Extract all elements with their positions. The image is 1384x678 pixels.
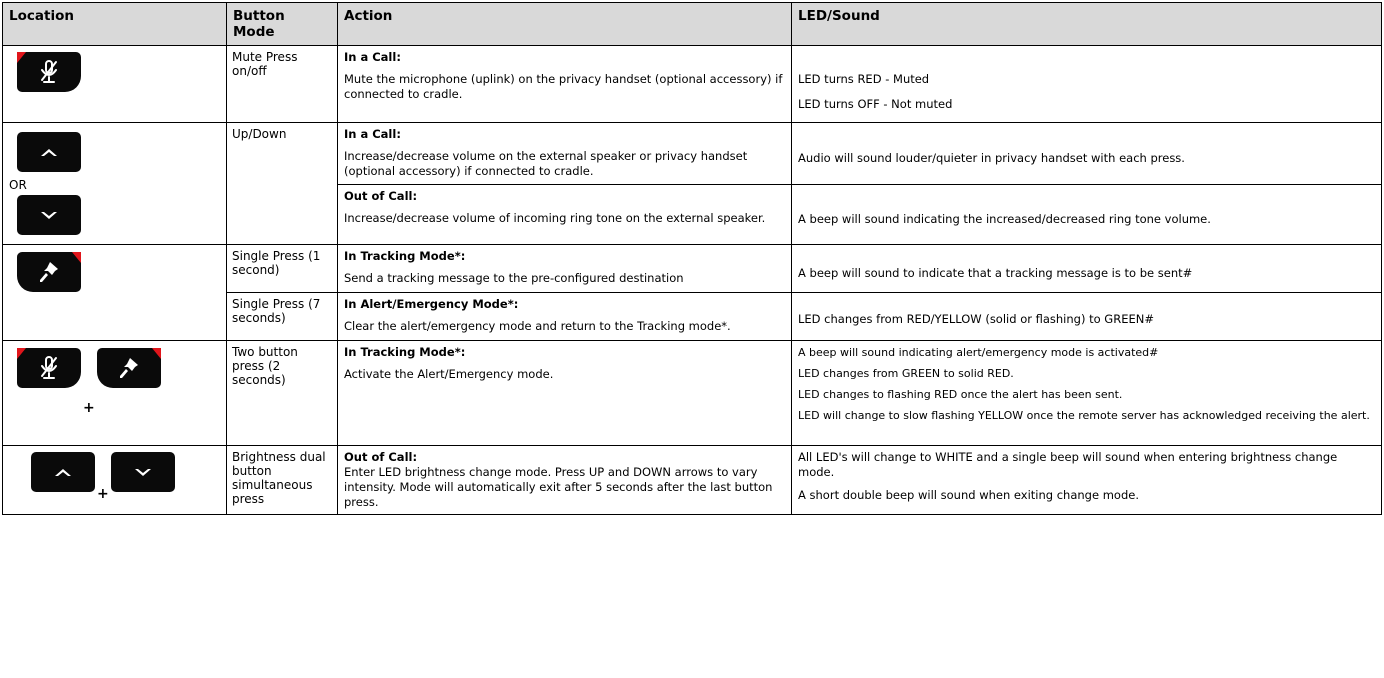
led-two-button-line-1: A beep will sound indicating alert/emergency mode is activated# [798, 346, 1159, 359]
mode-pin-single-7s: Single Press (7 seconds) [227, 293, 338, 341]
down-button-image [17, 195, 81, 235]
pin-button-image [17, 252, 81, 292]
button-function-table [2, 2, 1382, 515]
mic-mute-icon [17, 52, 81, 92]
action-updown-in-call [338, 123, 792, 185]
led-two-button-line-2: LED changes from GREEN to solid RED. [798, 367, 1014, 380]
action-mute-text: Mute the microphone (uplink) on the privacy handset (optional accessory) if connected to cradle. [344, 72, 783, 101]
mic-mute-icon [17, 348, 81, 388]
action-two-button-text: Activate the Alert/Emergency mode. [344, 367, 554, 381]
led-two-button-line-4: LED will change to slow flashing YELLOW once the remote server has acknowledged receiving the alert. [798, 409, 1370, 422]
header-row [3, 3, 1382, 46]
pushpin-icon [97, 348, 161, 388]
led-mute-line-2: LED turns OFF - Not muted [798, 97, 953, 111]
led-two-button [792, 341, 1382, 446]
led-two-button-line-3: LED changes to flashing RED once the alert has been sent. [798, 388, 1123, 401]
mode-two-button: Two button press (2 seconds) [227, 341, 338, 446]
led-brightness-line-2: A short double beep will sound when exiting change mode. [798, 488, 1139, 502]
action-two-button-title: In Tracking Mode*: [344, 345, 466, 359]
row-two-button [3, 341, 1382, 446]
row-brightness [3, 446, 1382, 515]
header-button-mode: Button Mode [227, 3, 338, 46]
up-button-image [17, 132, 81, 172]
action-updown-in-call-title: In a Call: [344, 127, 401, 141]
action-updown-out-call [338, 185, 792, 245]
led-pin-alert: LED changes from RED/YELLOW (solid or flashing) to GREEN# [792, 293, 1382, 341]
plus-sign: + [97, 486, 109, 502]
action-brightness-title: Out of Call: [344, 450, 418, 464]
action-pin-alert-text: Clear the alert/emergency mode and return to the Tracking mode*. [344, 319, 731, 333]
mute-button-image-combo [17, 348, 81, 388]
led-brightness-line-1: All LED's will change to WHITE and a single beep will sound when entering brightness change mode. [798, 450, 1338, 479]
action-pin-alert [338, 293, 792, 341]
down-button-image-combo [111, 452, 175, 492]
location-mute [3, 46, 227, 123]
led-updown-out-call: A beep will sound indicating the increased/decreased ring tone volume. [792, 185, 1382, 245]
action-pin-tracking-text: Send a tracking message to the pre-configured destination [344, 271, 684, 285]
action-two-button [338, 341, 792, 446]
action-pin-tracking-title: In Tracking Mode*: [344, 249, 466, 263]
mode-brightness: Brightness dual button simultaneous press [227, 446, 338, 515]
location-brightness [3, 446, 227, 515]
row-pin-tracking [3, 245, 1382, 293]
action-mute-title: In a Call: [344, 50, 401, 64]
action-pin-alert-title: In Alert/Emergency Mode*: [344, 297, 519, 311]
pin-button-image-combo [97, 348, 161, 388]
chevron-up-icon [31, 452, 95, 492]
led-mute-line-1: LED turns RED - Muted [798, 72, 930, 86]
location-updown [3, 123, 227, 245]
action-updown-out-call-text: Increase/decrease volume of incoming ring tone on the external speaker. [344, 211, 766, 225]
header-location: Location [3, 3, 227, 46]
header-led-sound: LED/Sound [792, 3, 1382, 46]
mute-button-image [17, 52, 81, 92]
chevron-up-icon [17, 132, 81, 172]
action-updown-out-call-title: Out of Call: [344, 189, 418, 203]
chevron-down-icon [17, 195, 81, 235]
action-updown-in-call-text: Increase/decrease volume on the external speaker or privacy handset (optional accessory) if connected to cradle. [344, 149, 748, 178]
or-label: OR [9, 178, 27, 192]
led-mute [792, 46, 1382, 123]
pushpin-icon [17, 252, 81, 292]
led-brightness [792, 446, 1382, 515]
row-updown-in-call [3, 123, 1382, 185]
action-mute [338, 46, 792, 123]
mode-pin-single-1s: Single Press (1 second) [227, 245, 338, 293]
location-two-button [3, 341, 227, 446]
action-brightness [338, 446, 792, 515]
led-updown-in-call: Audio will sound louder/quieter in privacy handset with each press. [792, 123, 1382, 185]
led-pin-tracking: A beep will sound to indicate that a tracking message is to be sent# [792, 245, 1382, 293]
row-mute [3, 46, 1382, 123]
mode-mute: Mute Press on/off [227, 46, 338, 123]
location-pin [3, 245, 227, 341]
up-button-image-combo [31, 452, 95, 492]
plus-sign: + [83, 400, 95, 416]
chevron-down-icon [111, 452, 175, 492]
action-pin-tracking [338, 245, 792, 293]
action-brightness-text: Enter LED brightness change mode. Press UP and DOWN arrows to vary intensity. Mode will automatically exit after 5 seconds after the last button press. [344, 465, 773, 509]
header-action: Action [338, 3, 792, 46]
mode-updown: Up/Down [227, 123, 338, 245]
